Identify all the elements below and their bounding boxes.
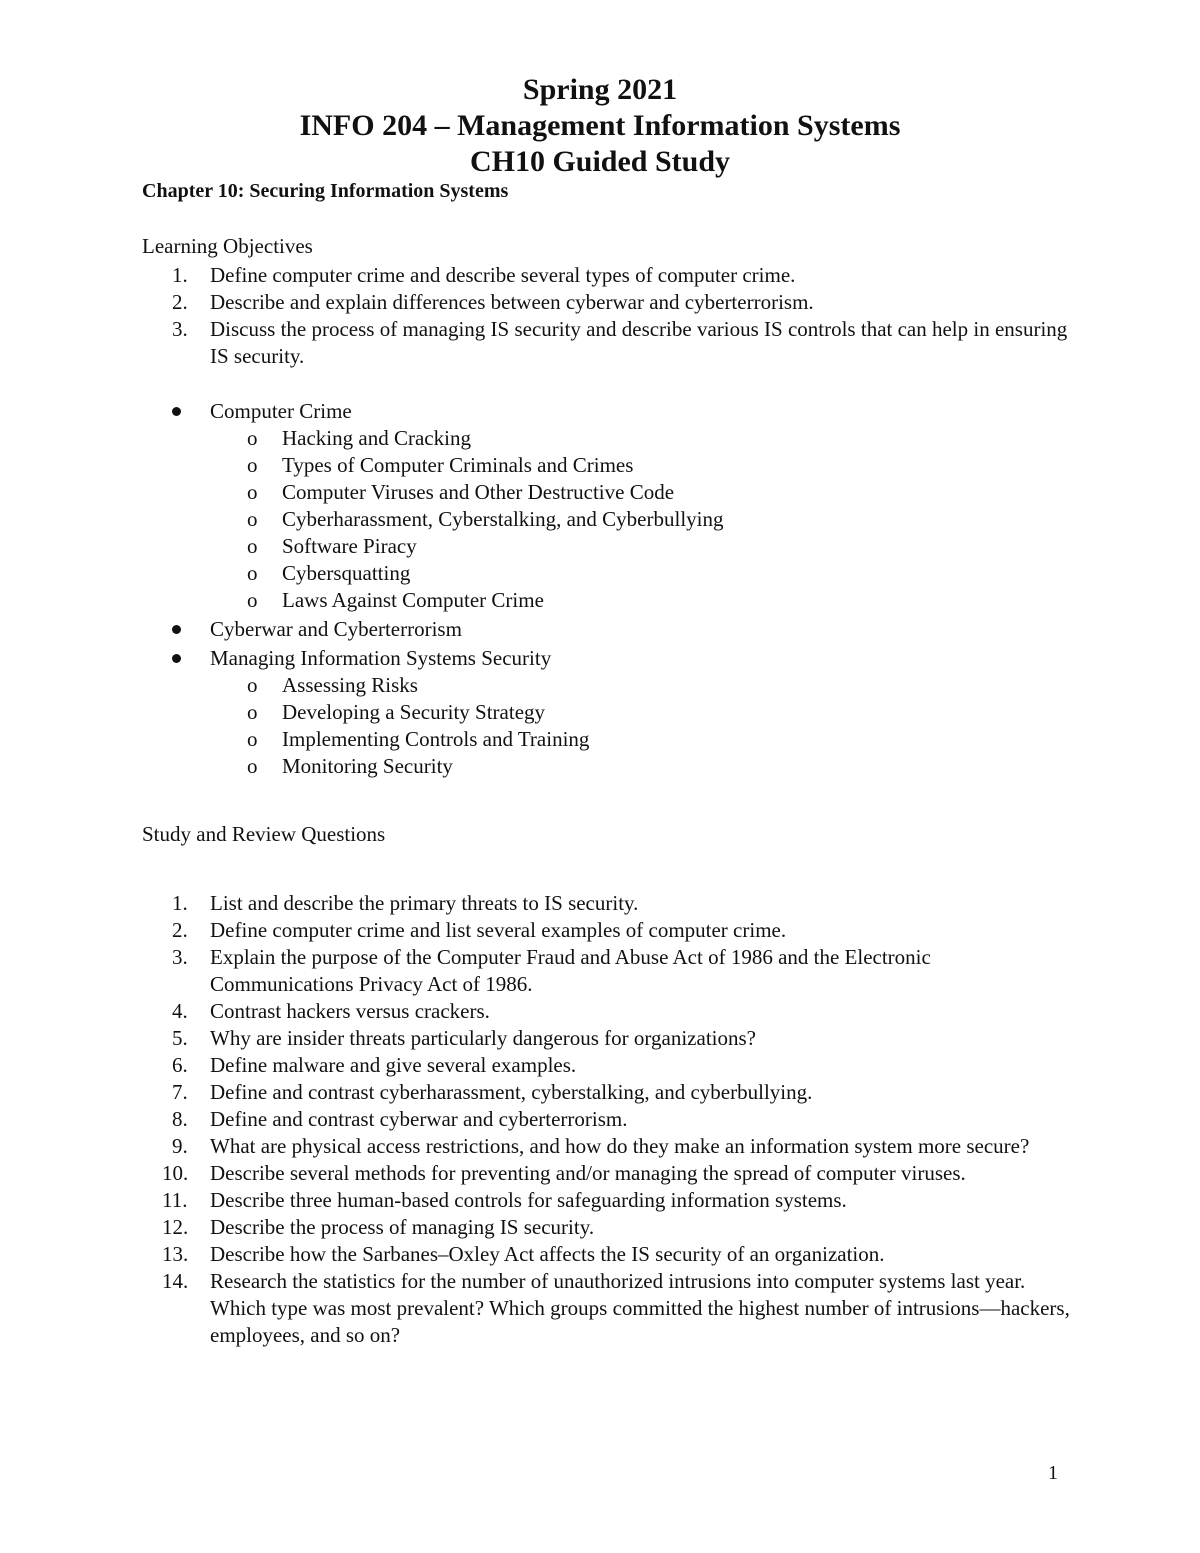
subtopic-item: o Assessing Risks: [247, 673, 418, 697]
list-item: 11. Describe three human-based controls for safeguarding information systems.: [162, 1188, 847, 1212]
list-item: 8. Define and contrast cyberwar and cyberterrorism.: [172, 1107, 628, 1131]
review-questions-label: Study and Review Questions: [142, 822, 386, 846]
sub-bullet-icon: o: [247, 588, 258, 612]
sub-bullet-icon: o: [247, 727, 258, 751]
bullet-icon: [142, 616, 210, 643]
subtopic-item: o Types of Computer Criminals and Crimes: [247, 453, 634, 477]
review-questions-list: [142, 890, 1072, 1349]
document-title: CH10 Guided Study: [469, 145, 731, 178]
list-item: 9. What are physical access restrictions, and how do they make an information system more secure?: [172, 1134, 1030, 1158]
subtopic-item: o Hacking and Cracking: [247, 426, 471, 450]
list-item: 2. Define computer crime and list several examples of computer crime.: [172, 918, 787, 942]
topic-item: Cyberwar and Cyberterrorism: [142, 616, 1072, 643]
bullet-icon: [142, 398, 210, 425]
chapter-heading: Chapter 10: Securing Information Systems: [142, 180, 509, 202]
title-block: [0, 72, 1200, 180]
sub-bullet-icon: o: [247, 426, 258, 450]
learning-objectives-label: Learning Objectives: [142, 234, 313, 258]
topic-item: Managing Information Systems Security: [142, 645, 1072, 672]
list-item: 5. Why are insider threats particularly dangerous for organizations?: [172, 1026, 756, 1050]
term-title: Spring 2021: [522, 73, 678, 106]
learning-objectives-list: [142, 262, 1072, 370]
list-item: 6. Define malware and give several examples.: [172, 1053, 577, 1077]
topic-item: Computer Crime: [142, 398, 1072, 425]
list-item: 1. List and describe the primary threats to IS security.: [172, 891, 639, 915]
list-item: 13. Describe how the Sarbanes–Oxley Act affects the IS security of an organization.: [162, 1242, 885, 1266]
sub-bullet-icon: o: [247, 700, 258, 724]
subtopic-item: o Cyberharassment, Cyberstalking, and Cyberbullying: [247, 507, 724, 531]
topic-outline: [142, 398, 1072, 780]
list-item: 1. Define computer crime and describe several types of computer crime.: [172, 263, 796, 287]
list-item: 12. Describe the process of managing IS security.: [162, 1215, 595, 1239]
bullet-icon: [142, 645, 210, 672]
subtopic-item: o Monitoring Security: [247, 754, 453, 778]
sub-bullet-icon: o: [247, 507, 258, 531]
list-item: 14. Research the statistics for the number of unauthorized intrusions into computer systems last year. Which type was most prevalent? Which groups committed the highest number of intrusions—hackers, employees, and so on?: [162, 1269, 1070, 1347]
subtopic-item: o Laws Against Computer Crime: [247, 588, 544, 612]
sub-bullet-icon: o: [247, 453, 258, 477]
subtopic-item: o Developing a Security Strategy: [247, 700, 546, 724]
list-item: 10. Describe several methods for preventing and/or managing the spread of computer viruses.: [162, 1161, 966, 1185]
subtopic-item: o Software Piracy: [247, 534, 417, 558]
list-item: 4. Contrast hackers versus crackers.: [172, 999, 490, 1023]
sub-bullet-icon: o: [247, 480, 258, 504]
sub-bullet-icon: o: [247, 561, 258, 585]
course-title: INFO 204 – Management Information Systems: [299, 109, 901, 142]
list-item: 3. Explain the purpose of the Computer Fraud and Abuse Act of 1986 and the Electronic Communications Privacy Act of 1986.: [172, 945, 931, 996]
subtopic-item: o Implementing Controls and Training: [247, 727, 590, 751]
list-item: 2. Describe and explain differences between cyberwar and cyberterrorism.: [172, 290, 814, 314]
list-item: 3. Discuss the process of managing IS security and describe various IS controls that can help in ensuring IS security.: [172, 317, 1068, 368]
list-item: 7. Define and contrast cyberharassment, cyberstalking, and cyberbullying.: [172, 1080, 813, 1104]
subtopic-item: o Cybersquatting: [247, 561, 411, 585]
subtopic-item: o Computer Viruses and Other Destructive Code: [247, 480, 675, 504]
sub-bullet-icon: o: [247, 754, 258, 778]
sub-bullet-icon: o: [247, 534, 258, 558]
sub-bullet-icon: o: [247, 673, 258, 697]
page-number: 1: [1048, 1462, 1058, 1484]
